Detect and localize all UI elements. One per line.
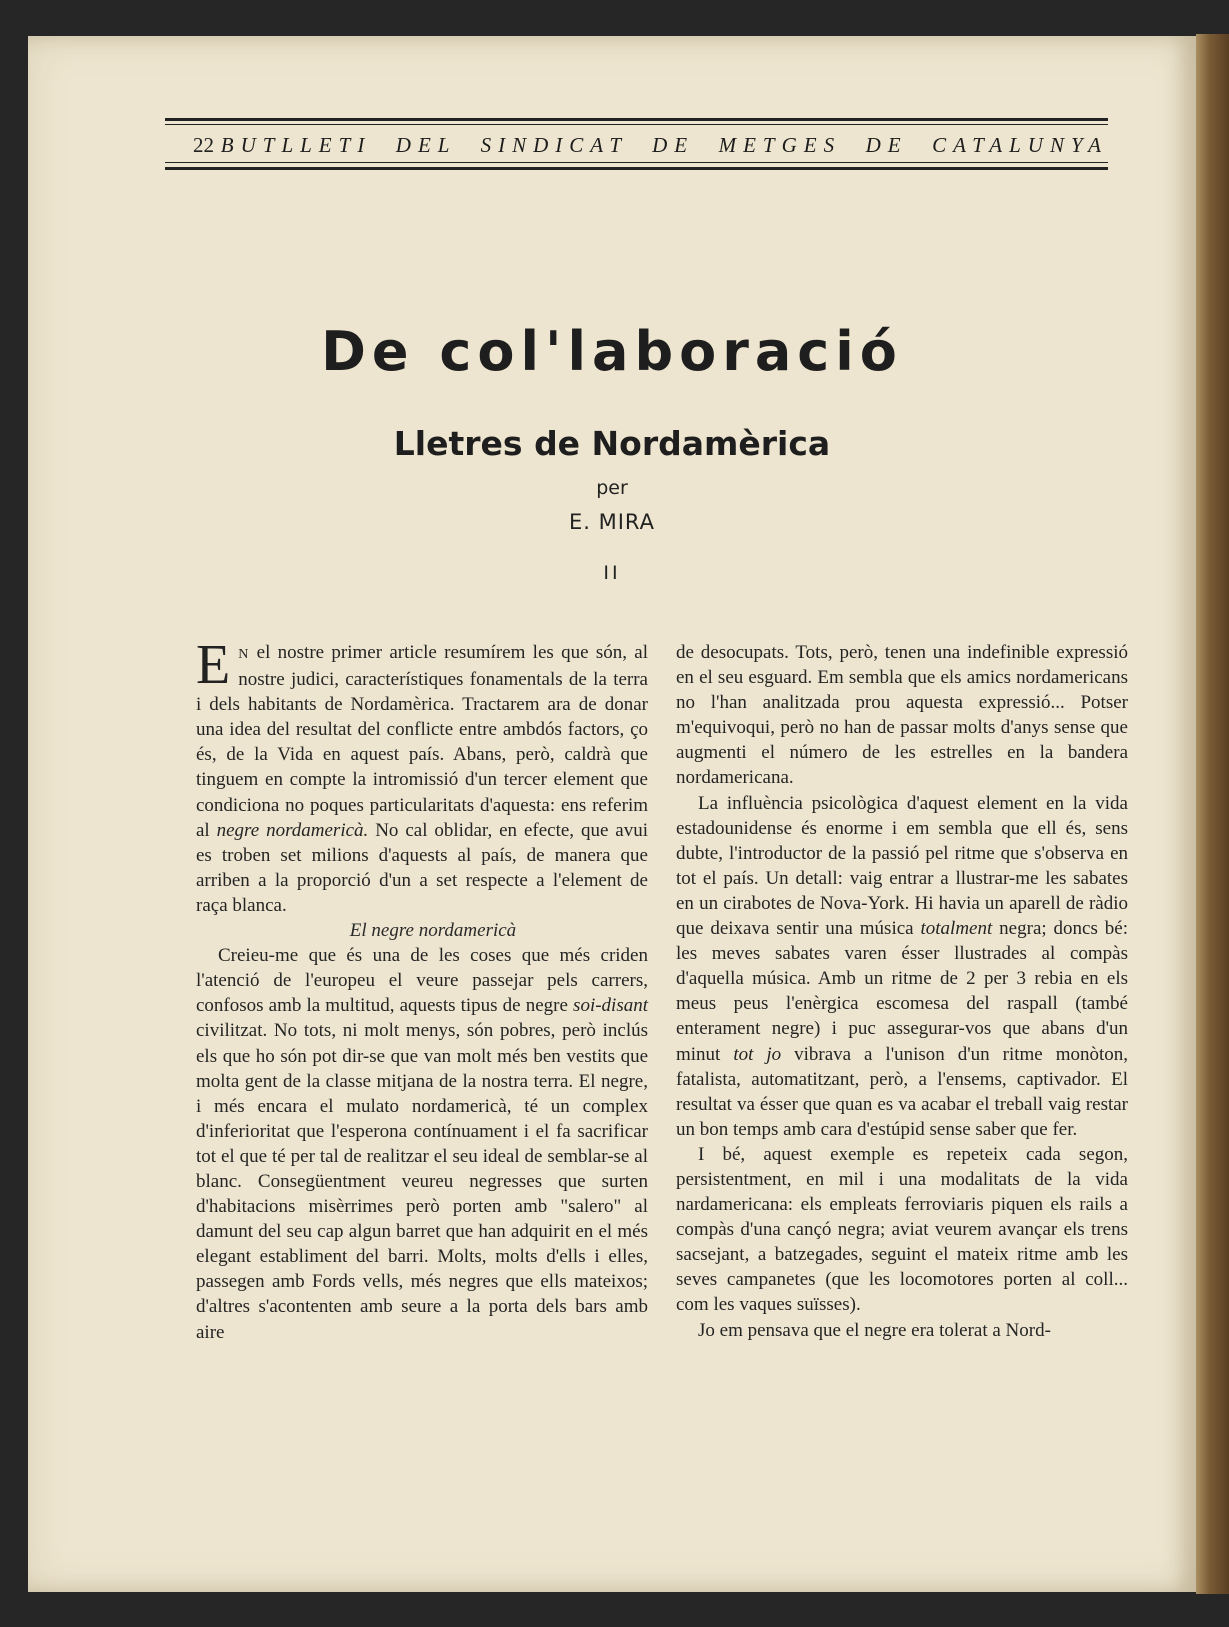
paragraph: Creieu-me que és una de les coses que més criden l'atenció de l'europeu el veure passejar pels carrers, confosos amb la multitud, aquests tipus de negre soi-disant civilitzat. No tots, ni molt menys, són pobres, però inclús els que ho són pot dir-se que van molt més ben vestits que molta gent de la classe mitjana de la nostra terra. El negre, i més encara el mulato nordamericà, té un complex d'inferioritat que l'esperona contínuament i el fa sacrificar tot el que té per tal de realitzar el seu ideal de semblar-se al blanc. Consegüentment veureu negresses que surten d'habitacions misèrrimes però porten amb "salero" al damunt del seu cap algun barret que han adquirit en el més elegant establiment del barri. Molts, molts d'ells i elles, passegen amb Fords vells, més negres que ells mateixos; d'altres s'acontenten amb seure a la porta dels bars amb aire [196, 945, 648, 1343]
header-rule-bottom-thick [165, 167, 1108, 170]
paragraph: La influència psicològica d'aquest element en la vida estadounidense és enorme i em sembla que ell és, sens dubte, l'introductor de la passió pel ritme que s'observa en tot el país. Un detall: vaig entrar a llustrar-me les sabates en un cirabotes de Nova-York. Hi havia un aparell de ràdio que deixava sentir una música totalment negra; doncs bé: les meves sabates varen ésser llustrades al compàs d'aquella música. Amb un ritme de 2 per 3 rebia en els meus peus l'enèrgica escomesa del raspall (també enterament negre) i puc assegurar-vos que abans d'un minut tot jo vibrava a l'unison d'un ritme monòton, fatalista, automatitzant, però, a l'ensems, captivador. El resultat va ésser que quan es va acabar el treball vaig restar un bon temps amb cara d'estúpid sense saber que fer. [676, 792, 1129, 1140]
page-number: 22 [193, 132, 214, 157]
section-heading: El negre nordamericà [349, 920, 517, 942]
left-column [196, 634, 648, 1345]
author-name: E. MIRA [568, 510, 656, 534]
paragraph: I bé, aquest exemple es repeteix cada segon, persistentment, en mil i una modalitats de la vida nardamericana: els empleats ferroviaris piquen els rails a compàs d'una cançó negra; aviat veurem avançar els trens sacsejant, a batzegades, seguint el mateix ritme amb les seves campanetes (que les locomotores porten al coll... com les vaques suïsses). [676, 1143, 1128, 1316]
section-title: De col'laboració [321, 320, 903, 383]
byline: per [596, 477, 628, 499]
paragraph: E N el nostre primer article resumírem les que són, al nostre judici, característiques fonamentals de la terra i dels habitants de Nordamèrica. Tractarem ara de donar una idea del resultat del conflicte entre ambdós factors, ço és, de la Vida en aquest país. Abans, però, caldrà que tinguem en compte la intromissió d'un tercer element que condiciona no poques particularitats d'aquesta: ens referim al negre nordamericà. No cal oblidar, en efecte, que avui es troben set milions d'aquests al país, de manera que arriben a la proporció d'un a set respecte a l'element de raça blanca. [196, 634, 648, 916]
running-header [165, 118, 1108, 176]
header-rule-top-thick [165, 118, 1108, 121]
header-rule-bottom-thin [165, 162, 1108, 163]
right-column [676, 640, 1128, 1343]
article-title: Lletres de Nordamèrica [393, 424, 831, 463]
book-spine-edge [1196, 34, 1229, 1594]
journal-title: BUTLLETI DEL SINDICAT DE METGES DE CATALUNYA [220, 132, 1108, 157]
drop-cap: E [196, 634, 231, 696]
header-rule-top-thin [165, 124, 1108, 125]
paragraph: de desocupats. Tots, però, tenen una indefinible expressió en el seu esguard. Em sembla que els amics nordamericans no l'han analitzada prou aquesta expressió... Potser m'equivoqui, però no han de passar molts d'anys sense que augmenti el número de les estrelles en la bandera nordamericana. [676, 642, 1128, 789]
paragraph: Jo em pensava que el negre era tolerat a Nord- [698, 1319, 1051, 1341]
part-number: II [603, 562, 621, 584]
